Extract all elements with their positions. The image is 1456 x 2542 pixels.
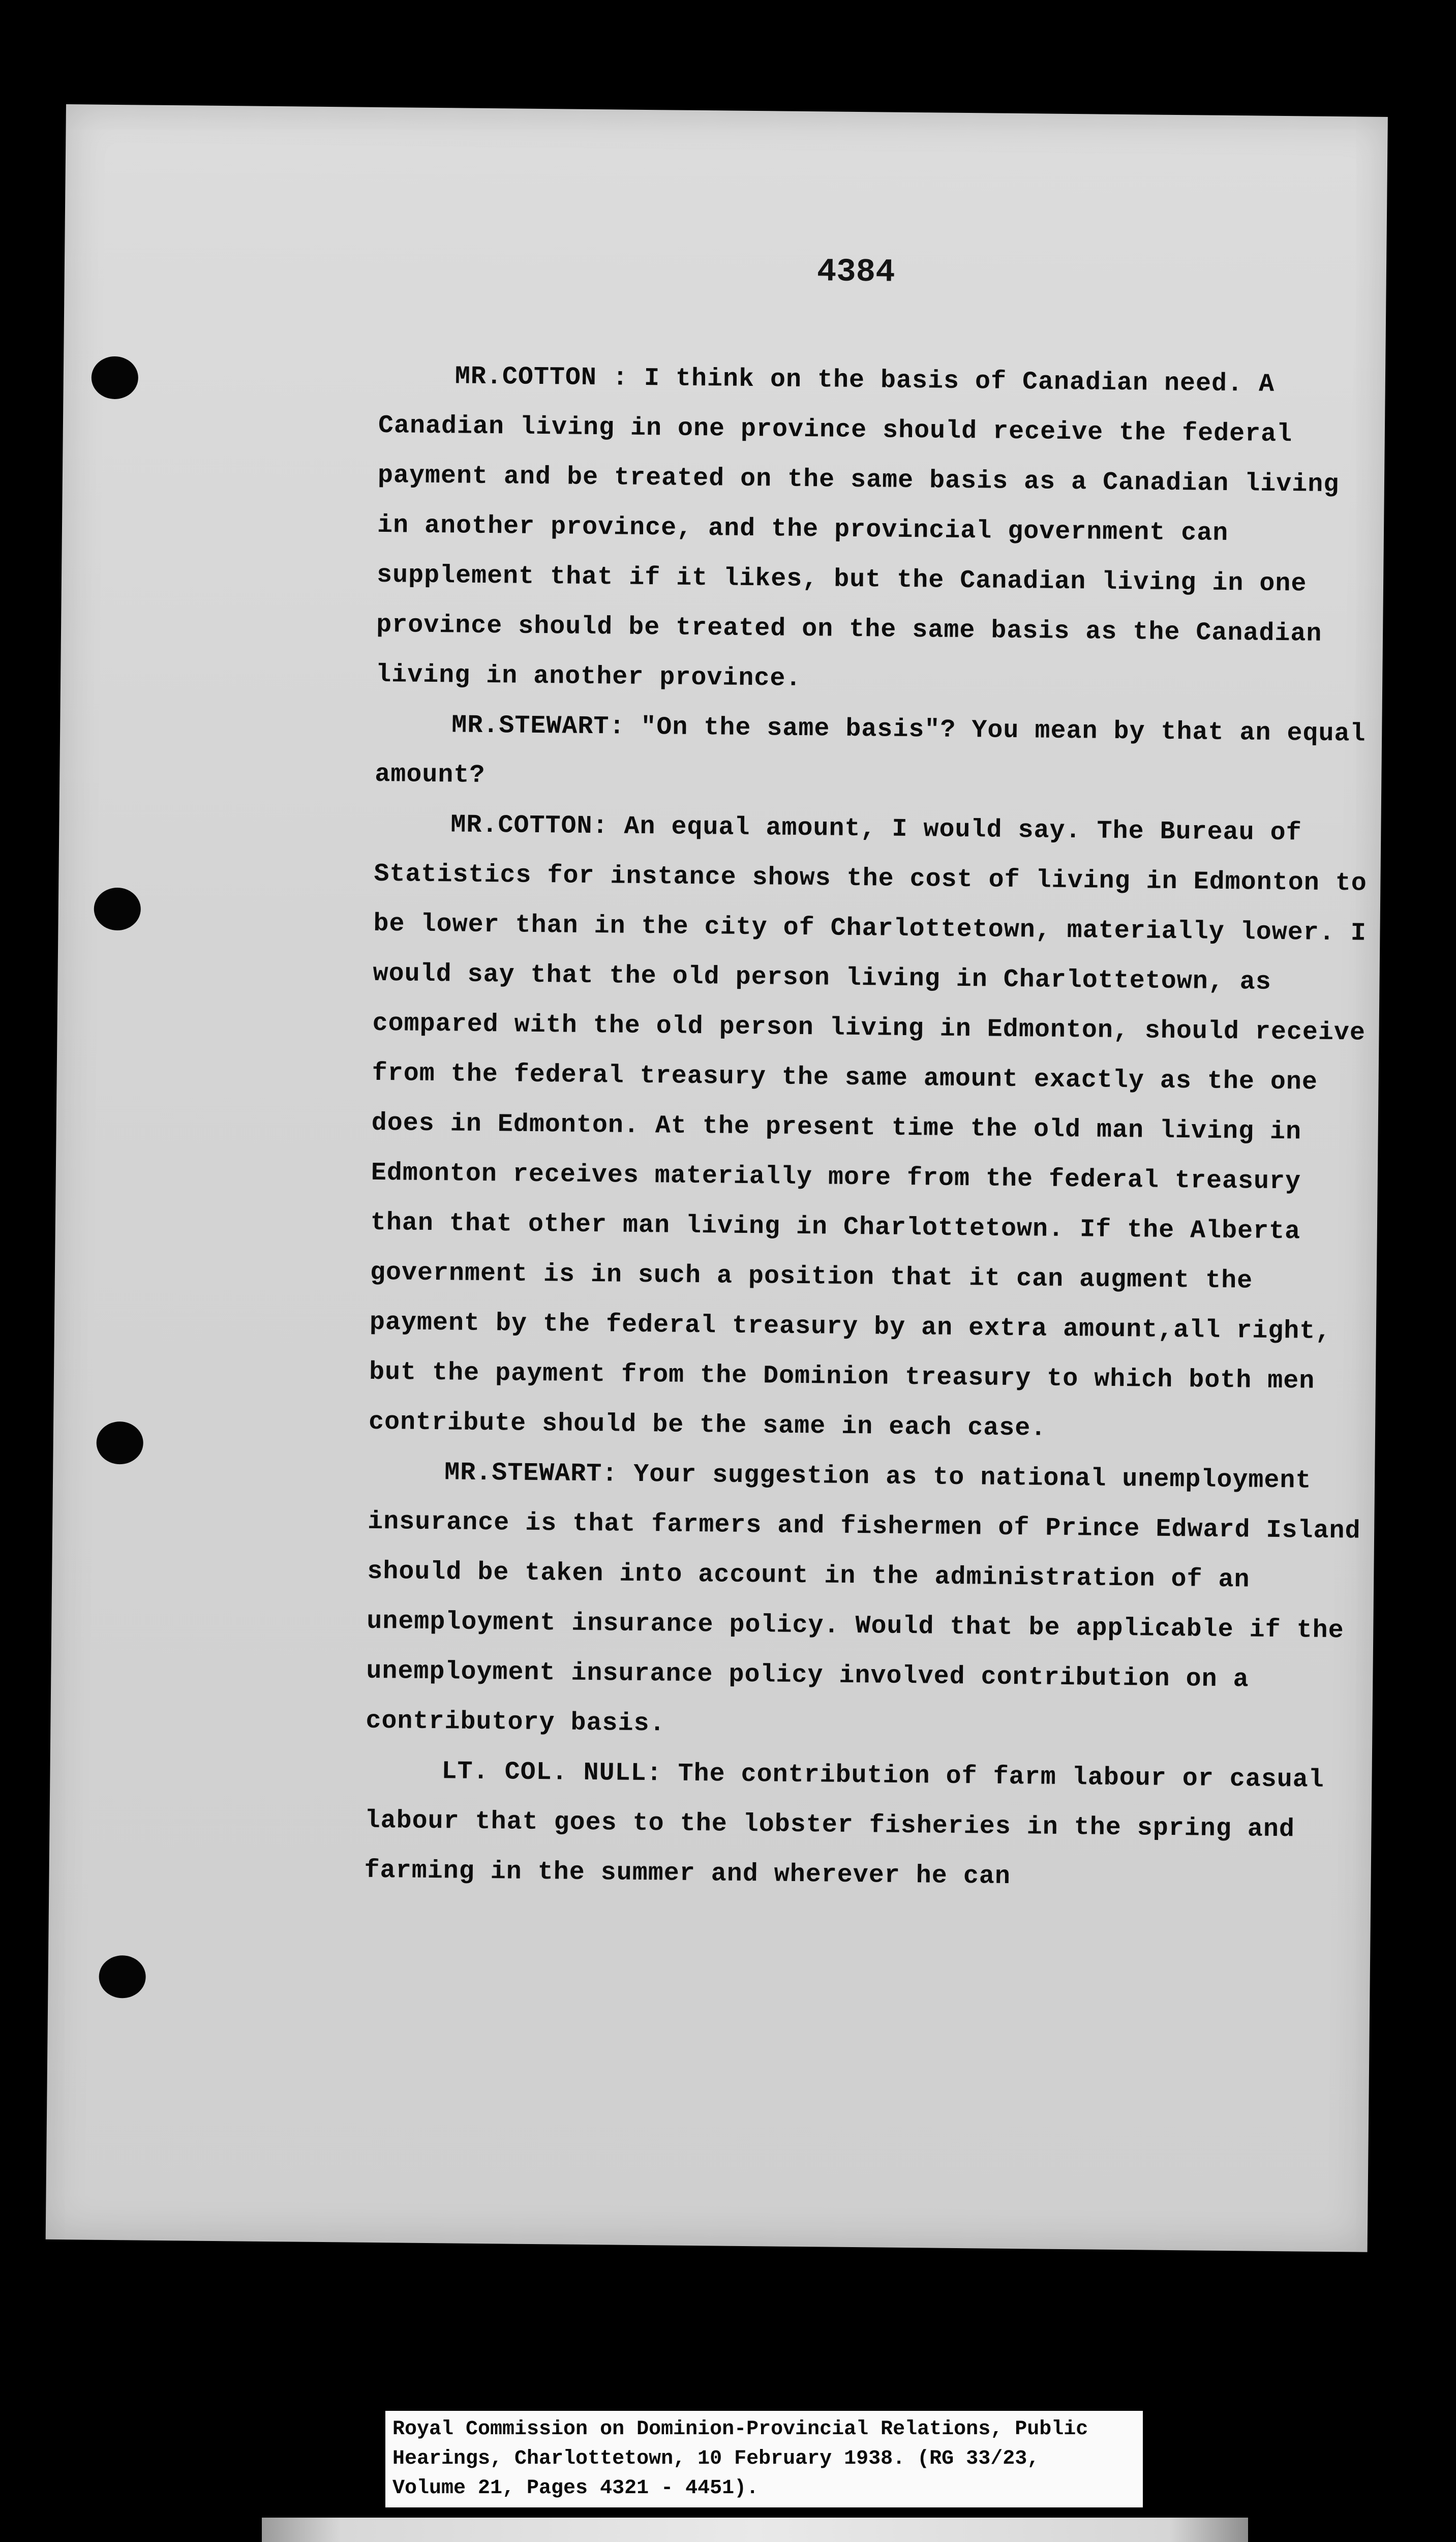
transcript-paragraph: MR.STEWART: Your suggestion as to national unemployment insurance is that farmers and fishermen of Prince Edward Island should be taken into account in the administration of an unemployment insurance policy. Would that be applicable if the unemployment insurance policy involved contribution on a contributory basis. — [366, 1458, 1361, 1739]
source-citation-label — [385, 2411, 1143, 2507]
transcript-body — [364, 351, 1375, 1905]
transcript-paragraph: MR.STEWART: "On the same basis"? You mean by that an equal amount? — [375, 711, 1366, 790]
document-page — [46, 104, 1388, 2252]
punch-hole — [91, 356, 138, 400]
transcript-paragraph: LT. COL. NULL: The contribution of farm labour or casual labour that goes to the lobster fisheries in the spring and farming in the summer and wherever he can — [364, 1757, 1325, 1891]
citation-line: Hearings, Charlottetown, 10 February 1938. (RG 33/23, — [392, 2447, 1040, 2470]
punch-hole — [94, 888, 141, 931]
citation-line: Volume 21, Pages 4321 - 4451). — [392, 2477, 759, 2500]
transcript-paragraph: MR.COTTON : I think on the basis of Canadian need. A Canadian living in one province should receive the federal payment and be treated on the same basis as a Canadian living in another province, and the provincial government can supplement that if it likes, but the Canadian living in one province should be treated on the same basis as the Canadian living in another province. — [375, 362, 1340, 693]
punch-hole — [96, 1421, 143, 1465]
transcript-paragraph: MR.COTTON: An equal amount, I would say. The Bureau of Statistics for instance shows the cost of living in Edmonton to be lower than in the city of Charlottetown, materially lower. I would say that the old person living in Charlottetown, as compared with the old person living in Edmonton, should receive from the federal treasury the same amount exactly as the one does in Edmonton. At the present time the old man living in Edmonton receives materially more from the federal treasury than that other man living in Charlottetown. If the Alberta government is in such a position that it can augment the payment by the federal treasury by an extra amount,all right, but the payment from the Dominion treasury to which both men contribute should be the same in each case. — [368, 810, 1367, 1443]
citation-line: Royal Commission on Dominion-Provincial Relations, Public — [392, 2418, 1088, 2441]
archives-stamp — [262, 2518, 1248, 2542]
punch-hole — [99, 1955, 146, 1999]
page-number: 4384 — [816, 254, 895, 291]
